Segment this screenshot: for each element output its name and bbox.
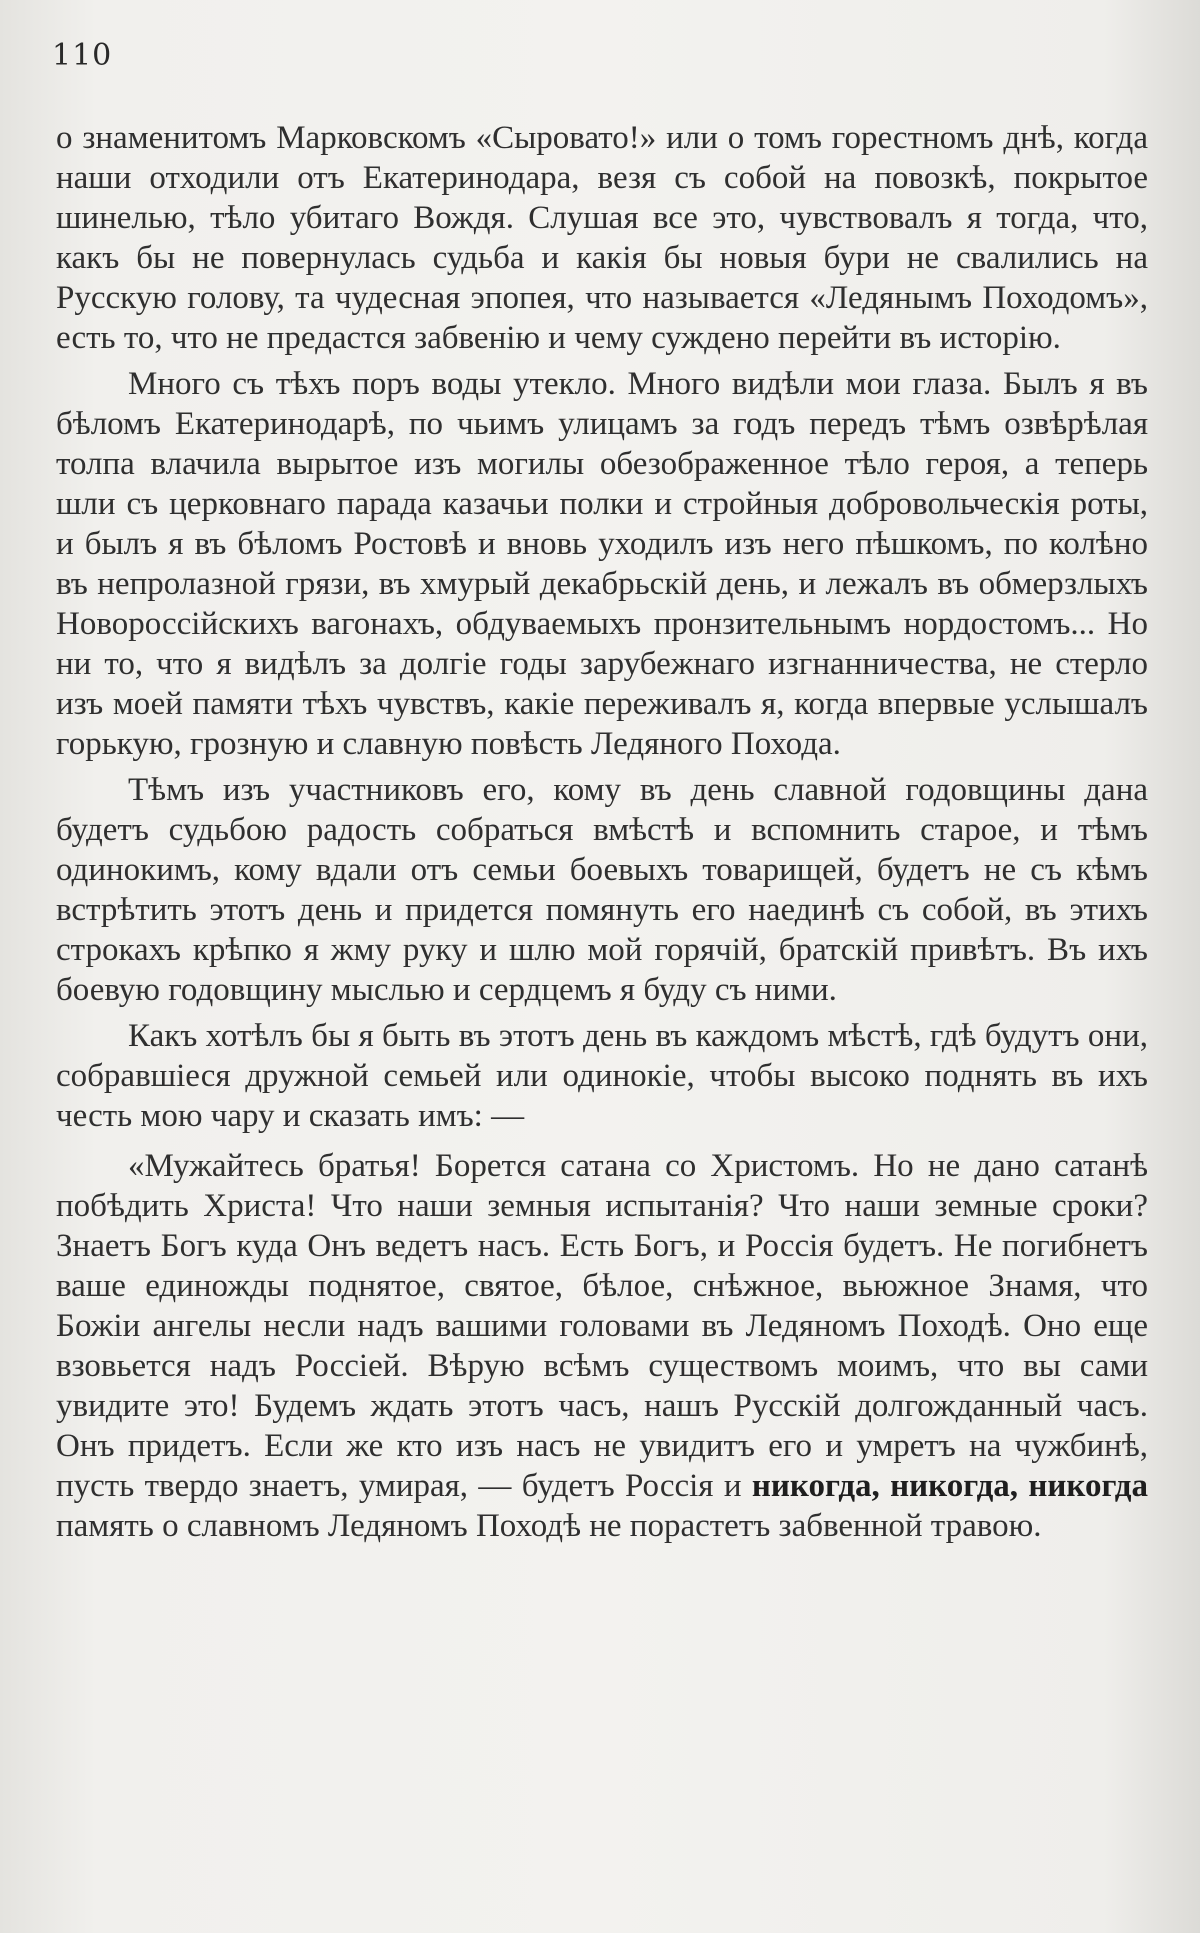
paragraph-greeting: Тѣмъ изъ участниковъ его, кому въ день славной годовщины дана будетъ судьбою радость собраться вмѣстѣ и вспомнить старое, и тѣмъ одинокимъ, кому вдали отъ семьи боевыхъ товарищей, будетъ не съ кѣмъ встрѣтить этотъ день и придется помянуть его наединѣ съ собой, въ этихъ строкахъ крѣпко я жму руку и шлю мой горячій, братскій привѣтъ. Въ ихъ боевую годовщину мыслью и сердцемъ я буду съ ними.: [56, 772, 1148, 1008]
page-number: 110: [52, 38, 113, 73]
closing-text-end: память о славномъ Ледяномъ Походѣ не порастетъ забвенной травою.: [56, 1508, 1042, 1544]
paragraph-closing-address: [56, 1146, 1148, 1546]
paragraph-continuation: о знаменитомъ Марковскомъ «Сыровато!» или о томъ горестномъ днѣ, когда наши отходили отъ Екатеринодара, везя съ собой на повозкѣ, покрытое шинелью, тѣло убитаго Вождя. Слушая все это, чувствовалъ я тогда, что, какъ бы не повернулась судьба и какія бы новыя бури не свалились на Русскую голову, та чудесная эпопея, что называется «Ледянымъ Походомъ», есть то, что не предастся забвенію и чему суждено перейти въ исторію.: [56, 120, 1148, 356]
closing-emphasis: никогда, никогда, никогда: [751, 1468, 1149, 1504]
page-text: [56, 118, 1148, 1552]
closing-text-main: «Мужайтесь братья! Борется сатана со Христомъ. Но не дано сатанѣ побѣдить Христа! Что наши земныя испытанія? Что наши земные сроки? Знаетъ Богъ куда Онъ ведетъ насъ. Есть Богъ, и Россія будетъ. Не погибнетъ ваше единожды поднятое, святое, бѣлое, снѣжное, вьюжное Знамя, что Божіи ангелы несли надъ вашими головами въ Ледяномъ Походѣ. Оно еще взовьется надъ Россіей. Вѣрую всѣмъ существомъ моимъ, что вы сами увидите это! Будемъ ждать этотъ часъ, нашъ Русскій долгожданный часъ. Онъ придетъ. Если же кто изъ насъ не увидитъ его и умретъ на чужбинѣ, пусть твердо знаетъ, умирая, — будетъ Россія и: [56, 1148, 1148, 1504]
paragraph-wish: Какъ хотѣлъ бы я быть въ этотъ день въ каждомъ мѣстѣ, гдѣ будутъ они, собравшіеся дружной семьей или одинокіе, чтобы высоко поднять въ ихъ честь мою чару и сказать имъ: —: [56, 1018, 1148, 1134]
paragraph-memories: Много съ тѣхъ поръ воды утекло. Много видѣли мои глаза. Былъ я въ бѣломъ Екатеринодарѣ, по чьимъ улицамъ за годъ передъ тѣмъ озвѣрѣлая толпа влачила вырытое изъ могилы обезображенное тѣло героя, а теперь шли съ церковнаго парада казачьи полки и стройныя добровольческія роты, и былъ я въ бѣломъ Ростовѣ и вновь уходилъ изъ него пѣшкомъ, по колѣно въ непролазной грязи, въ хмурый декабрьскій день, и лежалъ въ обмерзлыхъ Новороссійскихъ вагонахъ, обдуваемыхъ пронзительнымъ нордостомъ... Но ни то, что я видѣлъ за долгіе годы зарубежнаго изгнанничества, не стерло изъ моей памяти тѣхъ чувствъ, какіе переживалъ я, когда впервые услышалъ горькую, грозную и славную повѣсть Ледяного Похода.: [56, 366, 1148, 762]
